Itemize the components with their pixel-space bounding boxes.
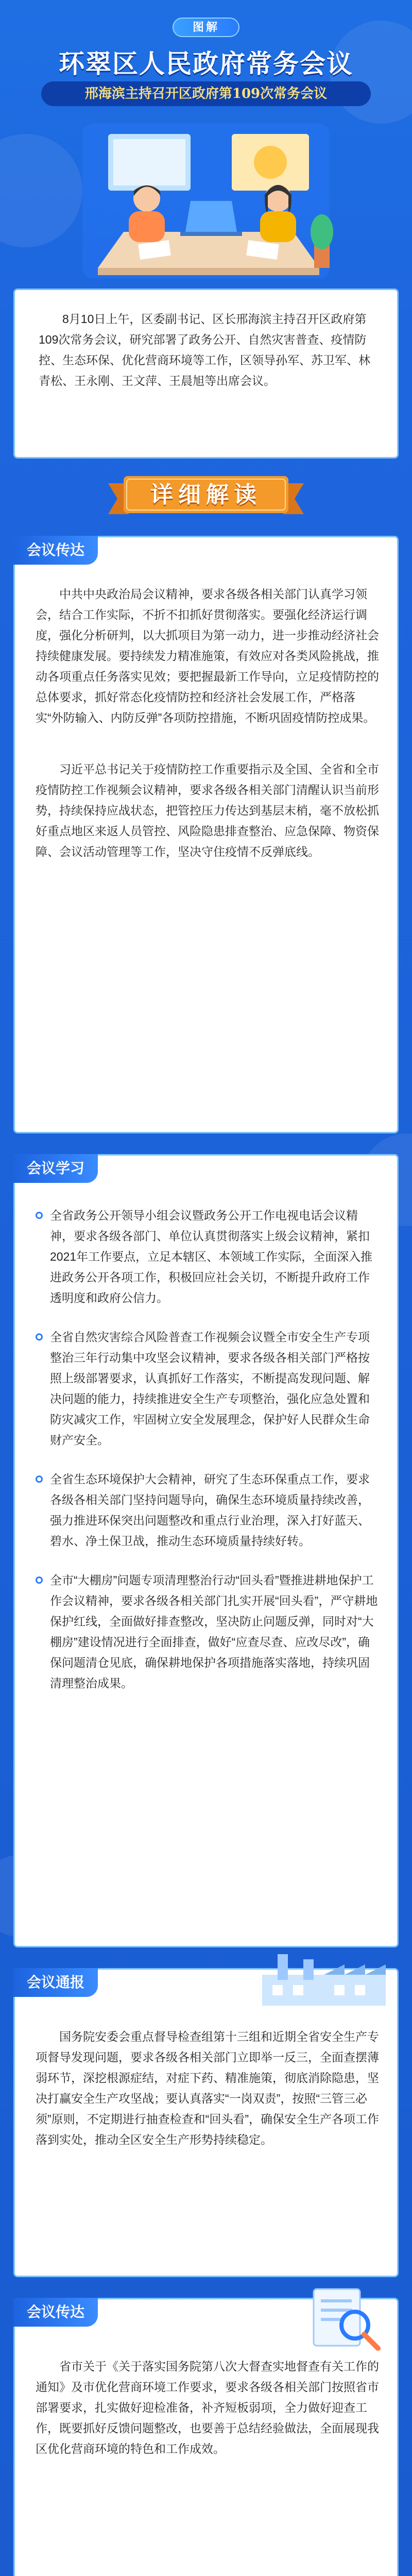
list-item (36, 1469, 380, 1551)
section-ribbon (108, 473, 304, 519)
hero-header (0, 0, 412, 289)
section-title: 会议传达 (13, 2298, 98, 2327)
section-body (36, 2356, 380, 2459)
list-item (36, 1327, 380, 1450)
section-meeting-notice (13, 1968, 399, 2277)
bullet-icon (36, 1476, 43, 1483)
intro-card (13, 289, 399, 459)
list-item (36, 1205, 380, 1308)
list-item-text: 全省政务公开领导小组会议暨政务公开工作电视电话会议精神，要求各级各部门、单位认真贯彻落实上级会议精神，紧扣2021年工作要点，立足本辖区、本领域工作实际，全面深入推进政务公开各项工作，积极回应社会关切，不断提升政府工作透明度和政府公信力。 (50, 1209, 373, 1304)
list-item-text: 全省生态环境保护大会精神，研究了生态环保重点工作，要求各级各相关部门坚持问题导向，确保生态环境质量持续改善，强力推进环保突出问题整改和重点行业治理，深入打好蓝天、碧水、净土保卫战，推动生态环境质量持续好转。 (50, 1472, 370, 1548)
section-body (36, 2026, 380, 2150)
factory-icon (257, 1949, 391, 2006)
paragraph: 中共中央政治局会议精神，要求各级各相关部门认真学习领会，结合工作实际，不折不扣抓好贯彻落实。要强化经济运行调度，强化分析研判，以大抓项目为第一动力，进一步推动经济社会持续健康发展。要持续发力精准施策，有效应对各类风险挑战，推动各项重点任务落实见效；要把握最新工作导向，立足疫情防控的总体要求，抓好常态化疫情防控和经济社会发展工作，严格落实“外防输入、内防反弹”各项防控措施，不断巩固疫情防控成果。 (36, 587, 379, 724)
section-meeting-study (13, 1154, 399, 1947)
bullet-icon (36, 1577, 43, 1584)
section-body (36, 584, 380, 862)
ribbon-label: 详细解读 (150, 482, 262, 507)
list-item (36, 1570, 380, 1693)
header-badge: 图解 (173, 18, 239, 37)
section-body (36, 1205, 380, 1693)
section-meeting-relay-1 (13, 536, 399, 1133)
paragraph: 习近平总书记关于疫情防控工作重要指示及全国、全省和全市疫情防控工作视频会议精神，要求各级各相关部门清醒认识当前形势，持续保持应战状态，把管控压力传达到基层末梢，毫不放松抓好重点地区来返人员管控、风险隐患排查整治、应急保障、物资保障、会议活动管理等工作，坚决守住疫情不反弹底线。 (36, 762, 379, 858)
paragraph: 国务院安委会重点督导检查组第十三组和近期全省安全生产专项督导发现问题，要求各级各相关部门立即举一反三，全面查摆薄弱环节，深挖根源症结，对症下药、精准施策，彻底消除隐患，坚决打赢安全生产攻坚战；要认真落实“一岗双责”，按照“三管三必须”原则，不定期进行抽查检查和“回头看”，确保安全生产各项工作落到实处，推动全区安全生产形势持续稳定。 (36, 2030, 379, 2146)
section-title: 会议学习 (13, 1154, 98, 1183)
section-title: 会议传达 (13, 536, 98, 565)
bullet-icon (36, 1212, 43, 1219)
meeting-illustration (62, 113, 350, 283)
intro-text: 8月10日上午，区委副书记、区长邢海滨主持召开区政府第109次常务会议，研究部署了政务公开、自然灾害普查、疫情防控、生态环保、优化营商环境等工作，区领导孙军、苏卫军、林青松、王永刚、王文萍、王晨旭等出席会议。 (39, 312, 370, 387)
list-item-text: 全省自然灾害综合风险普查工作视频会议暨全市安全生产专项整治三年行动集中攻坚会议精神，要求各级各相关部门严格按照上级部署要求，认真抓好工作落实，不断提高发现问题、解决问题的能力，持续推进安全生产专项整治，强化应急处置和防灾减灾工作，牢固树立安全发展理念，保护好人民群众生命财产安全。 (50, 1330, 370, 1447)
page-subtitle: 邢海滨主持召开区政府第109次常务会议 (41, 81, 371, 106)
list-item-text: 全市“大棚房”问题专项清理整治行动“回头看”暨推进耕地保护工作会议精神，要求各级各相关部门扎实开展“回头看”，严守耕地保护红线，全面做好排查整改，坚决防止问题反弹，同时对“大棚房”建设情况进行全面排查，做好“应查尽查、应改尽改”，确保问题清仓见底，确保耕地保护各项措施落实落地，持续巩固清理整治成果。 (50, 1573, 378, 1690)
bullet-icon (36, 1333, 43, 1341)
section-title: 会议通报 (13, 1968, 98, 1997)
page-title: 环翠区人民政府常务会议 (59, 49, 353, 78)
magnifier-document-icon (303, 2284, 386, 2351)
section-meeting-relay-2 (13, 2298, 399, 2576)
paragraph: 省市关于《关于落实国务院第八次大督查实地督查有关工作的通知》及市优化营商环境工作要求，要求各级各相关部门按照省市部署要求，扎实做好迎检准备，补齐短板弱项，全力做好迎查工作，既要抓好反馈问题整改，也要善于总结经验做法，全面展现我区优化营商环境的特色和工作成效。 (36, 2360, 379, 2455)
